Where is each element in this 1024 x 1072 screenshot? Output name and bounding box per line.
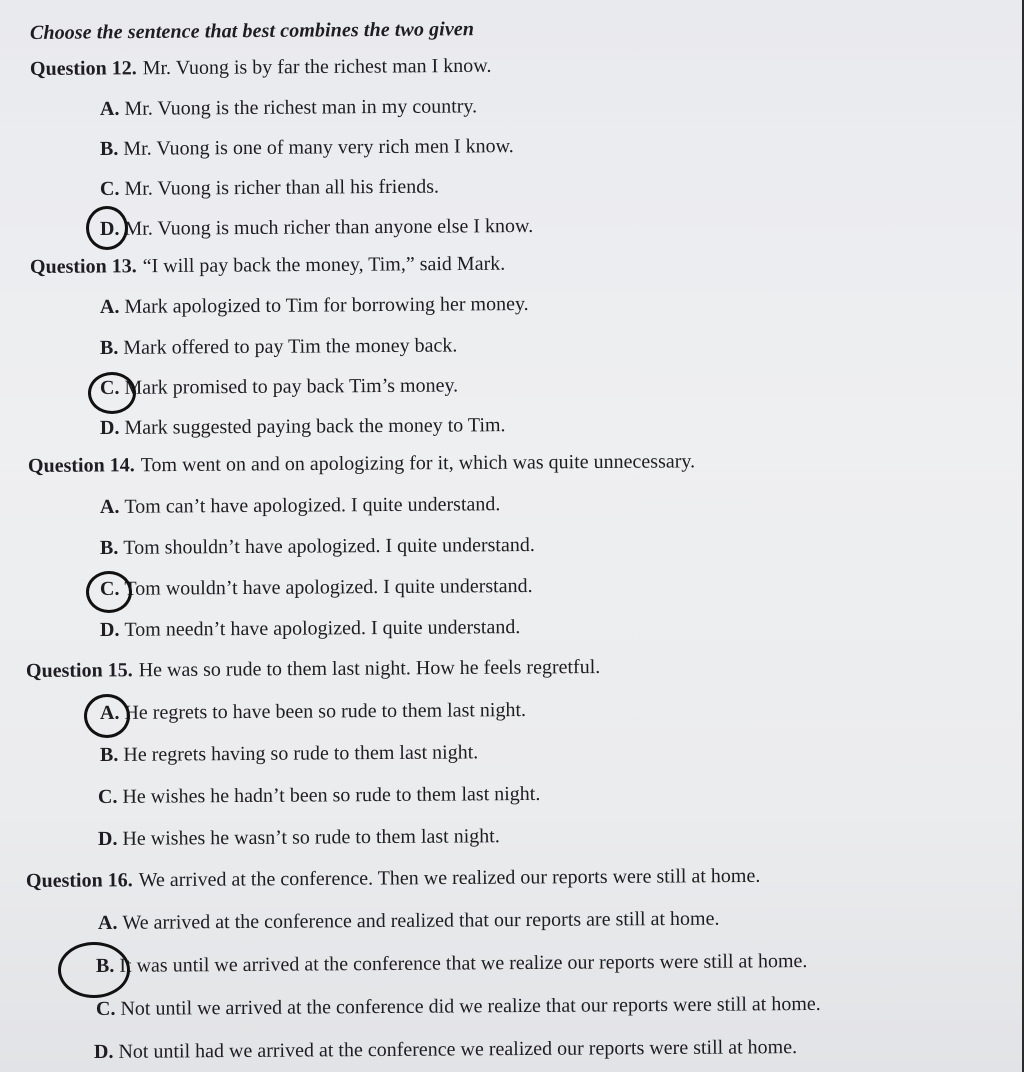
- option-letter: A.: [97, 911, 118, 934]
- option-letter: B.: [99, 743, 119, 766]
- option-text: He wishes he wasn’t so rude to them last night.: [122, 825, 500, 850]
- option-text: Tom can’t have apologized. I quite understand.: [124, 493, 501, 518]
- option-letter: B.: [99, 336, 119, 359]
- q12-option-b[interactable]: [100, 135, 514, 161]
- option-text: Mr. Vuong is much richer than anyone else I know.: [124, 214, 534, 240]
- q14-option-b[interactable]: [100, 534, 535, 560]
- q12-option-a[interactable]: [100, 95, 477, 121]
- option-letter: D.: [97, 827, 118, 850]
- q14-option-d[interactable]: [100, 616, 520, 642]
- option-text: He wishes he hadn’t been so rude to them last night.: [122, 782, 541, 808]
- option-text: Mr. Vuong is the richest man in my country.: [124, 95, 478, 120]
- option-letter: A.: [99, 701, 120, 724]
- option-text: We arrived at the conference and realized that our reports are still at home.: [122, 907, 720, 934]
- question-label: Question 13.: [29, 255, 137, 278]
- question-text: Tom went on and on apologizing for it, which was quite unnecessary.: [140, 450, 696, 477]
- q15-option-c[interactable]: [98, 783, 540, 809]
- option-text: Not until we arrived at the conference did we realize that our reports were still at home.: [120, 992, 821, 1020]
- q14-option-c[interactable]: [100, 575, 533, 601]
- option-letter: D.: [93, 1040, 114, 1063]
- option-letter: C.: [99, 577, 120, 600]
- q12-option-c[interactable]: [100, 176, 439, 201]
- option-letter: A.: [99, 495, 120, 518]
- q13-option-c[interactable]: [100, 375, 458, 400]
- question-text: Mr. Vuong is by far the richest man I know.: [142, 54, 492, 80]
- option-text: He regrets having so rude to them last night.: [123, 741, 479, 766]
- option-text: Mr. Vuong is one of many very rich men I know.: [123, 135, 514, 160]
- question-label: Question 15.: [25, 659, 133, 682]
- question-label: Question 16.: [25, 869, 133, 892]
- q15-option-a[interactable]: [100, 699, 526, 725]
- option-text: Mark apologized to Tim for borrowing her money.: [124, 293, 529, 318]
- question-13: [30, 253, 505, 279]
- question-12: [30, 55, 492, 81]
- option-letter: C.: [97, 785, 118, 808]
- q16-option-c[interactable]: [96, 993, 821, 1021]
- instruction-heading: Choose the sentence that best combines the two given: [29, 18, 475, 44]
- q14-option-a[interactable]: [100, 493, 500, 519]
- option-letter: C.: [99, 376, 120, 399]
- option-letter: D.: [99, 618, 120, 641]
- option-letter: A.: [99, 295, 120, 318]
- option-letter: B.: [99, 536, 119, 559]
- q16-option-a[interactable]: [98, 908, 720, 935]
- question-label: Question 12.: [29, 57, 137, 80]
- option-text: It was until we arrived at the conference that we realize our reports were still at home.: [119, 950, 808, 977]
- q12-option-d[interactable]: [100, 215, 533, 241]
- option-text: Mark promised to pay back Tim’s money.: [124, 374, 459, 399]
- option-text: Mark suggested paying back the money to Tim.: [124, 414, 506, 439]
- option-letter: D.: [99, 416, 120, 439]
- question-14: [28, 450, 695, 478]
- question-text: “I will pay back the money, Tim,” said Mark.: [142, 252, 506, 278]
- option-text: Tom wouldn’t have apologized. I quite understand.: [124, 574, 533, 600]
- option-text: Mr. Vuong is richer than all his friends.: [124, 175, 440, 200]
- option-text: Not until had we arrived at the conference we realized our reports were still at home.: [118, 1036, 798, 1063]
- option-letter: A.: [99, 97, 120, 120]
- q13-option-b[interactable]: [100, 335, 458, 360]
- q16-option-d[interactable]: [94, 1036, 797, 1064]
- question-label: Question 14.: [27, 454, 135, 477]
- question-15: [26, 656, 600, 683]
- option-letter: C.: [99, 177, 120, 200]
- q15-option-b[interactable]: [100, 741, 478, 767]
- option-text: Mark offered to pay Tim the money back.: [123, 334, 458, 359]
- question-16: [26, 865, 760, 893]
- question-text: We arrived at the conference. Then we realized our reports were still at home.: [138, 864, 761, 892]
- q15-option-d[interactable]: [98, 825, 500, 851]
- option-letter: D.: [99, 217, 120, 240]
- option-letter: B.: [95, 954, 115, 977]
- option-letter: C.: [95, 997, 116, 1020]
- option-text: Tom shouldn’t have apologized. I quite understand.: [123, 533, 535, 559]
- option-text: He regrets to have been so rude to them last night.: [124, 699, 527, 724]
- q16-option-b[interactable]: [96, 950, 808, 978]
- option-text: Tom needn’t have apologized. I quite understand.: [124, 616, 521, 641]
- q13-option-d[interactable]: [100, 414, 506, 440]
- q13-option-a[interactable]: [100, 293, 529, 319]
- option-letter: B.: [99, 137, 119, 160]
- question-text: He was so rude to them last night. How he feels regretful.: [138, 655, 601, 682]
